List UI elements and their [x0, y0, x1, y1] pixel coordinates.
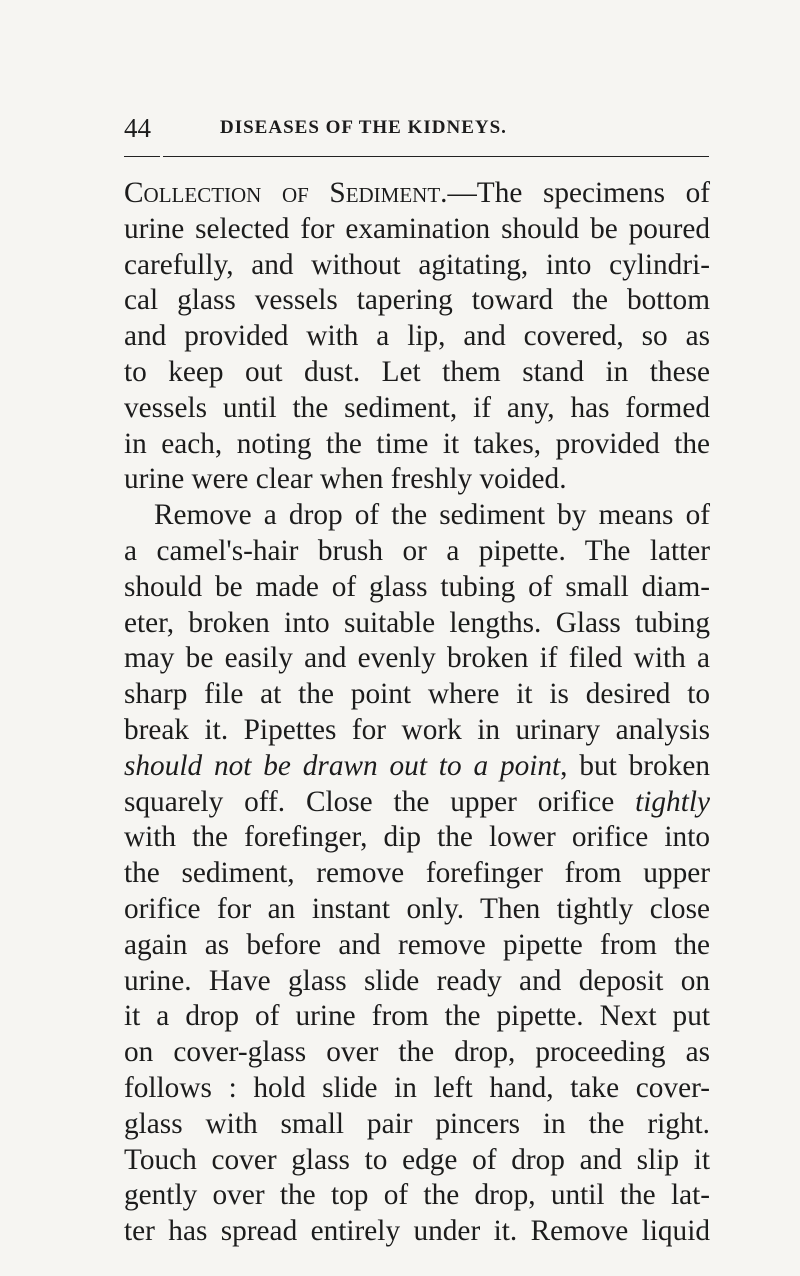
text-line: it a drop of urine from the pipette. Next put: [124, 1000, 710, 1033]
text-line: follows : hold slide in left hand, take cover-: [124, 1071, 710, 1104]
text-line: Remove a drop of the sediment by means of: [154, 499, 710, 532]
text-line: ter has spread entirely under it. Remove liquid: [124, 1215, 710, 1248]
header-rule-right: [163, 156, 709, 157]
italic-phrase: should not be drawn out to a point: [124, 749, 561, 782]
text-line: break it. Pipettes for work in urinary analysis: [124, 713, 710, 746]
text-line: in each, noting the time it takes, provided the: [124, 427, 710, 460]
text-line: on cover-glass over the drop, proceeding as: [124, 1036, 710, 1069]
text-line: may be easily and evenly broken if filed with a: [124, 642, 710, 675]
text-line: squarely off. Close the upper orifice tightly: [124, 785, 710, 818]
text-line: Collection of Sediment.—The specimens of: [124, 177, 710, 209]
text-line: vessels until the sediment, if any, has formed: [124, 391, 710, 424]
text-line: urine. Have glass slide ready and deposit on: [124, 964, 710, 997]
text-line: cal glass vessels tapering toward the bottom: [124, 284, 710, 317]
text-line: carefully, and without agitating, into cylindri-: [124, 248, 710, 281]
text-line: and provided with a lip, and covered, so as: [124, 320, 710, 353]
text-line: a camel's-hair brush or a pipette. The latter: [124, 534, 710, 567]
header-rule-left: [124, 156, 160, 157]
text-line: urine selected for examination should be poured: [124, 212, 710, 245]
text-line: should be made of glass tubing of small diam-: [124, 570, 710, 603]
text-line: gently over the top of the drop, until the lat-: [124, 1179, 710, 1212]
page-number: 44: [124, 113, 151, 143]
text-line: the sediment, remove forefinger from upper: [124, 857, 710, 890]
text-line: with the forefinger, dip the lower orifice into: [124, 821, 710, 854]
italic-word: tightly: [635, 785, 710, 818]
running-head: DISEASES OF THE KIDNEYS.: [220, 117, 507, 138]
text-line: sharp file at the point where it is desired to: [124, 678, 710, 711]
body-text: [124, 176, 710, 1250]
page-header: [124, 113, 716, 143]
text-line: orifice for an instant only. Then tightly close: [124, 892, 710, 925]
text-line: to keep out dust. Let them stand in these: [124, 355, 710, 388]
text-line: eter, broken into suitable lengths. Glass tubing: [124, 606, 710, 639]
text-line: Touch cover glass to edge of drop and slip it: [124, 1143, 710, 1176]
section-heading: Collection of Sediment.: [124, 177, 448, 209]
text-line: urine were clear when freshly voided.: [124, 463, 567, 496]
text-line: should not be drawn out to a point, but broken: [124, 749, 710, 782]
text-line: again as before and remove pipette from the: [124, 928, 710, 961]
text-line: glass with small pair pincers in the right.: [124, 1107, 710, 1140]
